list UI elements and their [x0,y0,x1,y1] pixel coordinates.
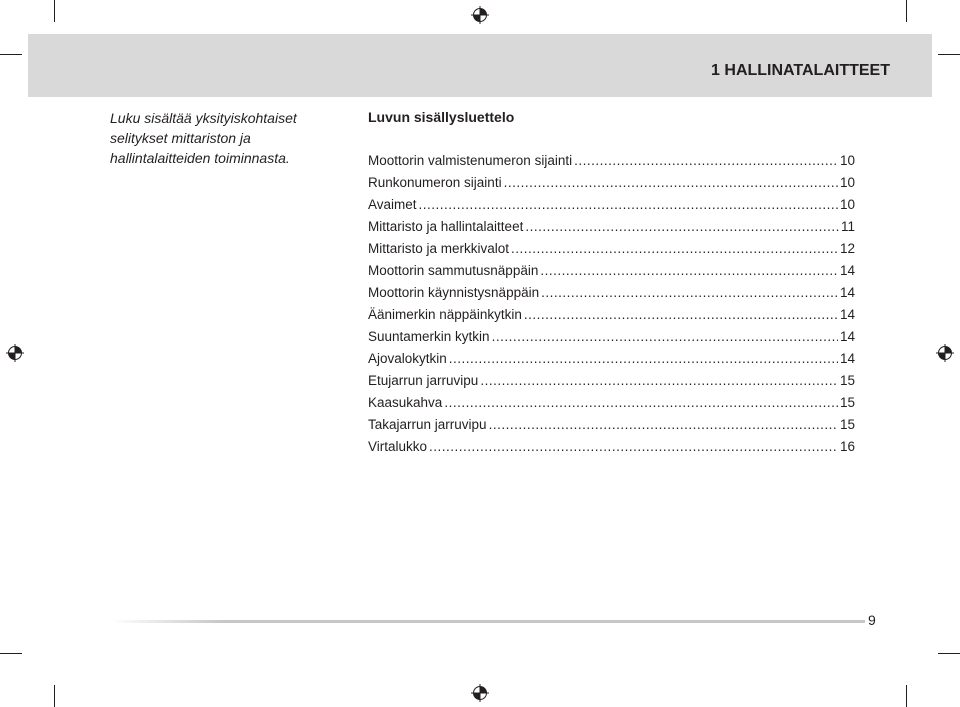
toc-entry[interactable] [368,194,855,216]
toc-entry-title: Virtalukko [368,439,428,454]
toc-entry-title: Äänimerkin näppäinkytkin [368,307,522,322]
toc-entry[interactable] [368,392,855,414]
toc-entry-leader [489,414,838,436]
toc-entry-leader [574,150,838,172]
toc-entry-leader [449,348,838,370]
toc-entry-page: 10 [839,153,855,168]
toc-entry-page: 14 [839,351,855,366]
toc-entry-title: Mittaristo ja merkkivalot [368,241,510,256]
registration-target-icon [6,344,24,362]
toc-entry-leader [541,282,838,304]
toc-entry-title: Runkonumeron sijainti [368,175,502,190]
toc-entry-title: Takajarrun jarruvipu [368,417,487,432]
toc-entry-page: 10 [839,175,855,190]
toc-entry-page: 16 [839,439,855,454]
toc-entry-title: Ajovalokytkin [368,351,447,366]
crop-mark-icon [54,685,55,707]
toc-entry-leader [504,172,838,194]
toc-entry-leader [444,392,838,414]
toc-entry[interactable] [368,370,855,392]
crop-mark-icon [54,0,55,22]
toc-entry-leader [429,436,838,458]
toc-entry[interactable] [368,282,855,304]
toc-entry[interactable] [368,326,855,348]
registration-target-icon [471,684,489,702]
toc-entry-page: 14 [839,285,855,300]
registration-target-icon [471,6,489,24]
toc-entry-title: Avaimet [368,197,417,212]
toc-entry-leader [524,304,838,326]
toc-entry-leader [511,238,838,260]
toc-heading: Luvun sisällysluettelo [368,109,515,125]
crop-mark-icon [0,653,22,654]
toc-entry-page: 11 [840,219,855,234]
toc-entry-page: 12 [839,241,855,256]
toc-entry[interactable] [368,348,855,370]
toc-entry-page: 15 [839,373,855,388]
toc-entry[interactable] [368,304,855,326]
toc-entry[interactable] [368,436,855,458]
toc-entry[interactable] [368,172,855,194]
toc-entry-leader [419,194,838,216]
toc-entry-page: 15 [839,395,855,410]
crop-mark-icon [906,0,907,22]
toc-entry[interactable] [368,238,855,260]
toc-entry-title: Moottorin sammutusnäppäin [368,263,539,278]
toc-entry-title: Suuntamerkin kytkin [368,329,490,344]
chapter-title: 1 HALLINATALAITTEET [711,62,890,79]
crop-mark-icon [938,653,960,654]
toc-entry-page: 14 [839,307,855,322]
toc-list [368,150,855,458]
toc-entry-page: 14 [839,263,855,278]
toc-entry-title: Kaasukahva [368,395,443,410]
toc-entry-title: Mittaristo ja hallintalaitteet [368,219,524,234]
toc-entry-leader [492,326,838,348]
toc-entry-leader [480,370,838,392]
toc-entry-title: Etujarrun jarruvipu [368,373,479,388]
toc-entry[interactable] [368,414,855,436]
page-number: 9 [868,612,876,628]
chapter-intro-text: Luku sisältää yksityiskohtaiset selitykset mittariston ja hallintalaitteiden toiminnasta. [110,110,297,166]
toc-entry-title: Moottorin käynnistysnäppäin [368,285,540,300]
footer-rule [110,620,865,623]
toc-entry-page: 10 [839,197,855,212]
toc-entry-leader [525,216,839,238]
toc-entry[interactable] [368,260,855,282]
toc-entry-title: Moottorin valmistenumeron sijainti [368,153,573,168]
toc-entry-leader [540,260,838,282]
toc-entry[interactable] [368,216,855,238]
toc-entry[interactable] [368,150,855,172]
crop-mark-icon [938,54,960,55]
toc-entry-page: 14 [839,329,855,344]
registration-target-icon [936,344,954,362]
crop-mark-icon [0,54,22,55]
toc-entry-page: 15 [839,417,855,432]
crop-mark-icon [906,685,907,707]
